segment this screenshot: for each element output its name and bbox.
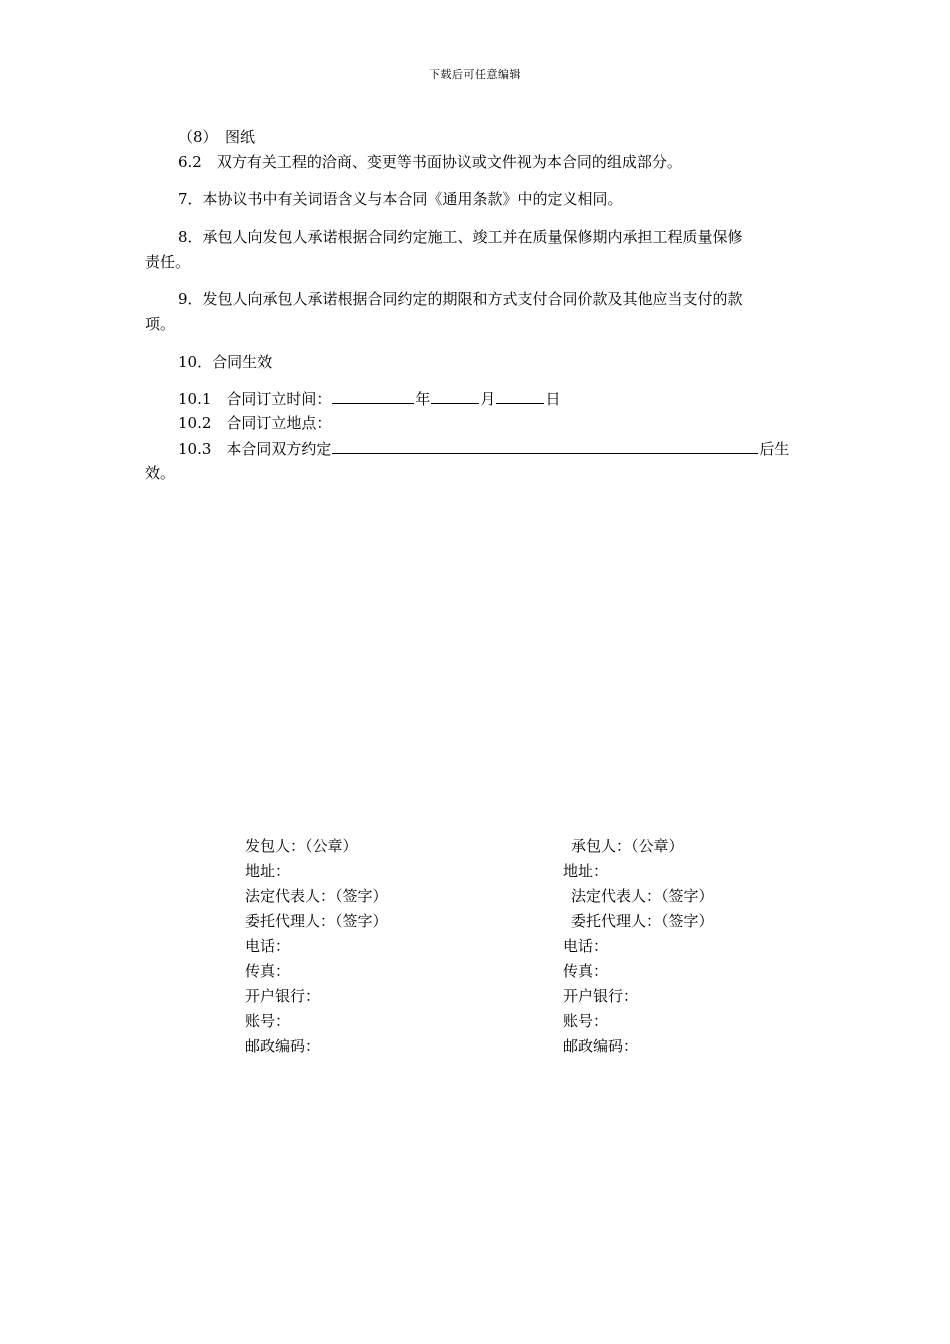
employer-party: 发包人：（公章） bbox=[245, 837, 358, 855]
contractor-account: 账号： bbox=[563, 1012, 609, 1030]
clause-9-line2: 项。 bbox=[145, 315, 176, 333]
effective-condition-blank[interactable] bbox=[332, 438, 758, 454]
employer-postcode: 邮政编码： bbox=[245, 1037, 321, 1055]
clause-7: 7．本协议书中有关词语含义与本合同《通用条款》中的定义相同。 bbox=[178, 190, 623, 208]
year-blank[interactable] bbox=[332, 388, 414, 404]
contractor-agent: 委托代理人：（签字） bbox=[571, 912, 714, 930]
clause-10-3-label: 10.3 本合同双方约定 bbox=[178, 440, 332, 458]
contractor-fax: 传真： bbox=[563, 962, 609, 980]
clause-9-line1: 9．发包人向承包人承诺根据合同约定的期限和方式支付合同价款及其他应当支付的款 bbox=[178, 290, 743, 308]
clause-10-3 bbox=[178, 438, 789, 459]
clause-10-1 bbox=[178, 388, 560, 409]
clause-item-8: （8） 图纸 bbox=[178, 128, 256, 146]
clause-10-3-line2: 效。 bbox=[145, 464, 176, 482]
contractor-postcode: 邮政编码： bbox=[563, 1037, 639, 1055]
contractor-phone: 电话： bbox=[563, 937, 609, 955]
month-label: 月 bbox=[480, 390, 496, 408]
employer-bank: 开户银行： bbox=[245, 987, 321, 1005]
day-blank[interactable] bbox=[496, 388, 544, 404]
clause-8-line2: 责任。 bbox=[145, 253, 191, 271]
clause-10-1-label: 10.1 合同订立时间： bbox=[178, 390, 332, 408]
employer-phone: 电话： bbox=[245, 937, 291, 955]
day-label: 日 bbox=[545, 390, 561, 408]
clause-8-line1: 8．承包人向发包人承诺根据合同约定施工、竣工并在质量保修期内承担工程质量保修 bbox=[178, 228, 743, 246]
clause-10-2: 10.2 合同订立地点： bbox=[178, 414, 332, 432]
clause-10-3-tail: 后生 bbox=[759, 440, 790, 458]
employer-legal-rep: 法定代表人：（签字） bbox=[245, 887, 388, 905]
clause-10: 10．合同生效 bbox=[178, 353, 273, 371]
month-blank[interactable] bbox=[431, 388, 479, 404]
header-note: 下载后可任意编辑 bbox=[429, 68, 521, 81]
clause-6-2: 6.2 双方有关工程的洽商、变更等书面协议或文件视为本合同的组成部分。 bbox=[178, 153, 682, 171]
contractor-legal-rep: 法定代表人：（签字） bbox=[571, 887, 714, 905]
contractor-party: 承包人：（公章） bbox=[571, 837, 684, 855]
contractor-bank: 开户银行： bbox=[563, 987, 639, 1005]
contractor-address: 地址： bbox=[563, 862, 609, 880]
year-label: 年 bbox=[415, 390, 431, 408]
employer-agent: 委托代理人：（签字） bbox=[245, 912, 388, 930]
employer-address: 地址： bbox=[245, 862, 291, 880]
employer-account: 账号： bbox=[245, 1012, 291, 1030]
employer-fax: 传真： bbox=[245, 962, 291, 980]
